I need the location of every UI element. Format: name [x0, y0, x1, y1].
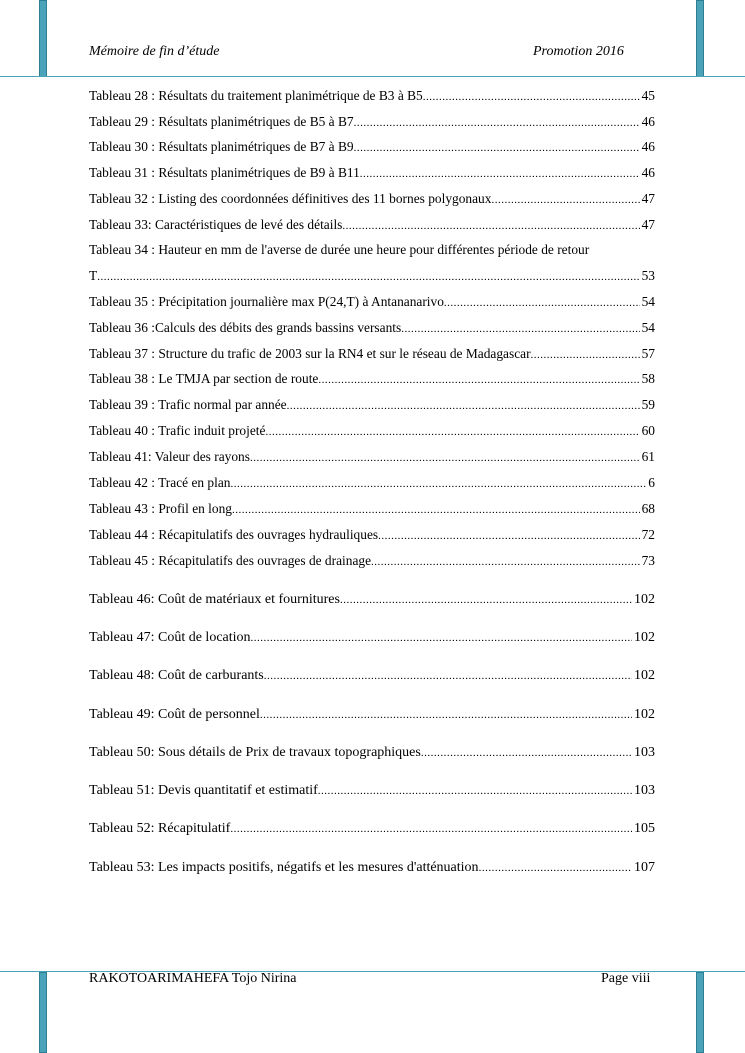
- toc-entry[interactable]: Tableau 32 : Listing des coordonnées définitives des 11 bornes polygonaux ..... 47: [89, 191, 655, 208]
- header-rule: [0, 76, 745, 77]
- toc-entry[interactable]: Tableau 45 : Récapitulatifs des ouvrages de drainage ..... 73: [89, 553, 655, 570]
- toc-entry[interactable]: Tableau 48: Coût de carburants ..... 102: [89, 668, 655, 684]
- toc-entry[interactable]: Tableau 30 : Résultats planimétriques de B7 à B9 ..... 46: [89, 139, 655, 156]
- toc-entry[interactable]: Tableau 28 : Résultats du traitement planimétrique de B3 à B5 ..... 45: [89, 88, 655, 105]
- toc-entry[interactable]: Tableau 38 : Le TMJA par section de route ..... 58: [89, 371, 655, 388]
- toc-entry[interactable]: Tableau 46: Coût de matériaux et fournitures ..... 102: [89, 592, 655, 608]
- header-promotion-label: Promotion 2016: [533, 44, 624, 59]
- toc-entry[interactable]: Tableau 50: Sous détails de Prix de travaux topographiques ..... 103: [89, 745, 655, 761]
- toc-entry[interactable]: Tableau 47: Coût de location ..... 102: [89, 630, 655, 646]
- toc-entry[interactable]: Tableau 52: Récapitulatif ..... 105: [89, 821, 655, 837]
- toc-entry-title[interactable]: Tableau 34 : Hauteur en mm de l'averse de durée une heure pour différentes période de retour: [89, 242, 590, 257]
- footer-right-accent-bar: [696, 972, 704, 1053]
- toc-entry[interactable]: Tableau 37 : Structure du trafic de 2003 sur la RN4 et sur le réseau de Madagascar ..... 57: [89, 346, 655, 363]
- toc-entry[interactable]: Tableau 49: Coût de personnel ..... 102: [89, 707, 655, 723]
- toc-entry[interactable]: Tableau 42 : Tracé en plan ..... 6: [89, 475, 655, 492]
- toc-entry[interactable]: Tableau 33: Caractéristiques de levé des détails ..... 47: [89, 217, 655, 234]
- toc-entry[interactable]: Tableau 43 : Profil en long ..... 68: [89, 501, 655, 518]
- toc-entry[interactable]: Tableau 40 : Trafic induit projeté ..... 60: [89, 423, 655, 440]
- toc-entry[interactable]: T ..... 53: [89, 268, 655, 285]
- footer-left-accent-bar: [39, 972, 47, 1053]
- footer-author: RAKOTOARIMAHEFA Tojo Nirina: [89, 971, 297, 986]
- toc-entry[interactable]: Tableau 39 : Trafic normal par année ..... 59: [89, 397, 655, 414]
- toc-entry[interactable]: Tableau 44 : Récapitulatifs des ouvrages hydrauliques ..... 72: [89, 527, 655, 544]
- toc-entry[interactable]: Tableau 53: Les impacts positifs, négatifs et les mesures d'atténuation ..... 107: [89, 860, 655, 876]
- toc-entry[interactable]: Tableau 35 : Précipitation journalière max P(24,T) à Antananarivo ..... 54: [89, 294, 655, 311]
- header-right-accent-bar: [696, 0, 704, 77]
- page-number: Page viii: [601, 971, 651, 986]
- toc-entry[interactable]: Tableau 51: Devis quantitatif et estimatif ..... 103: [89, 783, 655, 799]
- header-left-accent-bar: [39, 0, 47, 77]
- toc-entry[interactable]: Tableau 31 : Résultats planimétriques de B9 à B11 ..... 46: [89, 165, 655, 182]
- toc-entry[interactable]: Tableau 41: Valeur des rayons ..... 61: [89, 449, 655, 466]
- toc-entry[interactable]: Tableau 29 : Résultats planimétriques de B5 à B7 ..... 46: [89, 114, 655, 131]
- header-thesis-label: Mémoire de fin d’étude: [89, 44, 220, 59]
- toc-entry[interactable]: Tableau 36 :Calculs des débits des grands bassins versants ..... 54: [89, 320, 655, 337]
